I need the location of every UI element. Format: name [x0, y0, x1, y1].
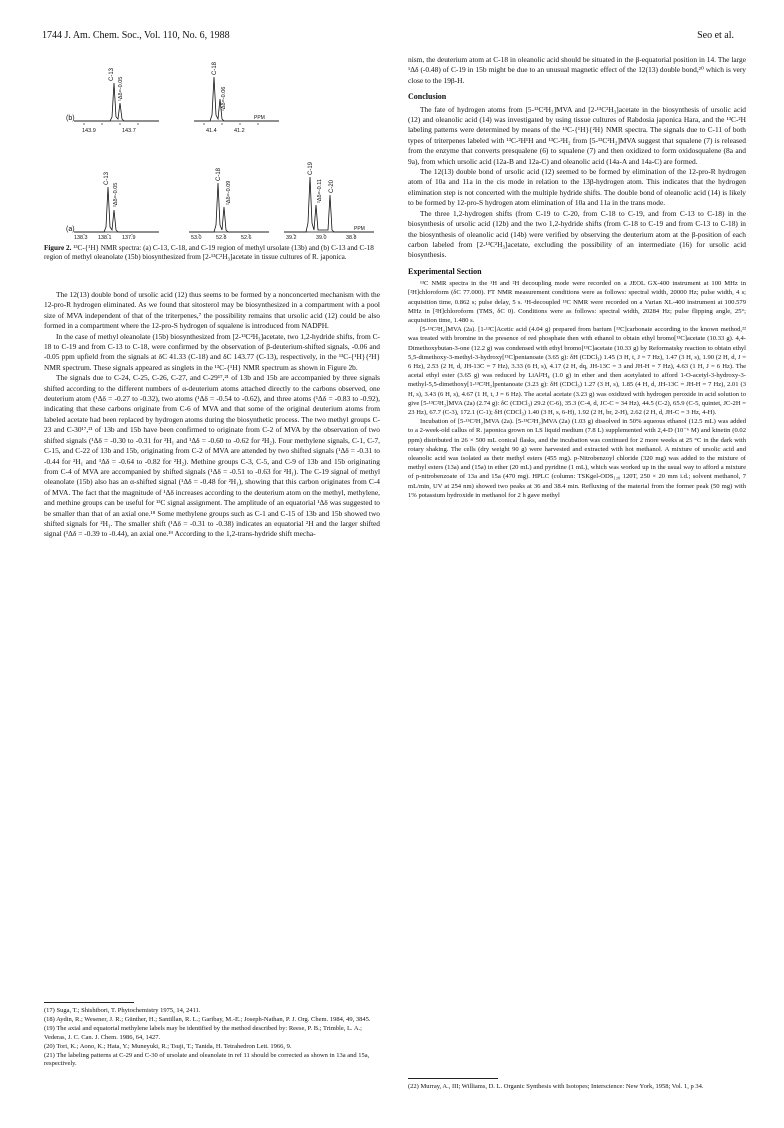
panel-a-label: (a)	[66, 226, 75, 233]
panel-a-ppm: PPM	[354, 226, 365, 232]
body-paragraph: [5-¹³C²H₂]MVA (2a). [1-¹³C]Acetic acid (4.04 g) prepared from barium [¹³C]carbonate according to the known method,²² was treated with bromine in the presence of red phosphate then with ethanol to obtain ethyl bromo[¹³C]acetate (10.33 g). 4,4-Dimethoxybutan-3-one (12.2 g) was condensed with ethyl bromo[¹³C]acetate (10.33 g) by Reformatsky reaction to obtain ethyl 5,5-dimethoxy-3-methyl-3-hydroxy[¹³C]pentanoate (3.65 g): δH (CDCl₃) 1.45 (3 H, t, J = 7 Hz), 1.47 (3 H, s), 1.90 (2 H, d, J = 6 Hz), 2.53 (2 H, d, JH-13C = 7 Hz), 3.33 (6 H, s), 4.17 (2 H, dq, JH-13C = 3 and JH-H = 7 Hz), 4.63 (1 H, J = 6 Hz). The acetal ethyl ester (3.65 g) was reduced by LiAl²H₄ (1.0 g) in ether and then acetylated to afford 1-O-acetyl-3-hydroxy-3-methyl-5,5-dimethoxy[1-¹³C²H₂]pentanoate (3.23 g): δH (CDCl₃) 1.27 (3 H, s), 1.85 (4 H, d, JH-13C = JH-H = 7 Hz), 2.01 (3 H, s), 3.43 (6 H, s), 4.67 (1 H, t, J = 6 Hz). The acetal acetate (3.23 g) was oxidized with hydrogen peroxide in acid solution to give [5-¹³C²H₂]MVA (2a) (2.74 g): δC (CDCl₃) 29.2 (C-6), 35.3 (C-4, d, JC-C = 34 Hz), 44.5 (C-2), 65.9 (C-5, quintet, JC-2H = 23 Hz), 67.7 (C-3), 172.1 (C-1); δH (CDCl₃) 1.40 (3 H, s, 6-H), 1.92 (2 H, br, 2-H), 2.62 (2 H, d, JH-C = 3 Hz, 4-H).	[408, 326, 746, 416]
section-heading-conclusion: Conclusion	[408, 92, 447, 102]
panel-a-tick: 39.0	[316, 235, 327, 241]
body-paragraph: ¹³C NMR spectra in the ¹H and ²H decoupling mode were recorded on a JEOL GX-400 instrument at 100 MHz in [²H]chloroform (δC 77.000). FT NMR measurement conditions were as follows: spectral width, 20000 Hz; pulse width, 4 s; acquisition time, 0.862 s; pulse delay, 5 s. ¹H-decoupled ¹³C NMR were recorded on a Varian XL-400 instrument at 100.579 MHz in [²H]chloroform (TMS, δC 0). Conditions were as follows: spectral width, 20284 Hz; pulse flipping angle, 25°; acquisition time, 1.480 s.	[408, 280, 746, 324]
figure-caption-text: ¹³C-{¹H} NMR spectra: (a) C-13, C-18, and C-19 region of methyl ursolate (13b) and (b) C-13 and C-18 region of methyl oleanolate (15b) biosynthesized from [2-¹³C²H₃]acetate in tissue cultures of R. japonica.	[44, 244, 374, 262]
body-paragraph: The 12(13) double bond of ursolic acid (12) thus seems to be formed by a nonconcerted mechanism with the 12-pro-R hydrogen eliminated. As we found that sitosterol may be biosynthesized in a compartment with a pool size of MVA independent of that of the triterpenes,⁷ the possibility remains that ursolic acid (12) could be also formed in a compartment where the 12-pro-S hydrogen of squalene is introduced from NADPH.	[44, 290, 380, 331]
panel-b-spectrum-2	[194, 77, 279, 121]
section-heading-experimental: Experimental Section	[408, 266, 482, 276]
panel-a-peak4-label: C-20	[329, 179, 335, 193]
panel-a-peak2-label: C-18	[216, 167, 222, 181]
body-paragraph: The 12(13) double bond of ursolic acid (12) seemed to be formed by elimination of the 12-pro-R hydrogen atom of 10a and 11a in the cis mode in relation to the 13β-hydrogen atom. This indicates that the hydrogen elimination step is not concerted with the multiple hydride shifts. The double bond of oleanolic acid (14) is likely to be formed by 12-pro-S hydrogen atom elimination of 10a and 11a in the trans mode.	[408, 167, 746, 208]
running-header-left: 1744 J. Am. Chem. Soc., Vol. 110, No. 6, 1988	[42, 30, 230, 41]
panel-a-peak3-shift: ²Δδ=-0.11	[317, 179, 323, 203]
panel-b-peak2-label: C-18	[212, 61, 218, 75]
panel-b-tick-143-7: 143.7	[122, 128, 136, 134]
left-footnotes	[44, 1007, 380, 1069]
figure-caption	[44, 244, 380, 263]
panel-b-tick-41-2: 41.2	[234, 128, 245, 134]
body-paragraph: In the case of methyl oleanolate (15b) biosynthesized from [2-¹³C²H₃]acetate, two 1,2-hydride shifts, from C-18 to C-19 and from C-13 to C-18, were confirmed by the observation of β-deuterium-shifted signals, -0.06 and -0.05 ppm upfield from the signals at δC 41.33 (C-18) and δC 143.77 (C-13), respectively, in the ¹³C-{¹H}{²H} NMR spectrum. These signals appeared as singlets in the ¹³C-{¹H} NMR spectrum as shown in Figure 2b.	[44, 331, 380, 372]
panel-b-ppm: PPM	[254, 115, 265, 121]
panel-a-tick: 138.3	[74, 235, 88, 241]
panel-b-peak2-shift: ²Δδ=-0.06	[221, 86, 227, 111]
panel-a-peak3-label: C-19	[308, 161, 314, 175]
panel-a-tick: 38.8	[346, 235, 357, 241]
footnote: (21) The labeling patterns at C-29 and C-30 of ursolate and oleanolate in ref 11 should be corrected as shown in 13a and 15a, respectively.	[44, 1051, 370, 1068]
body-paragraph: The signals due to C-24, C-25, C-26, C-27, and C-29¹⁷,²¹ of 13b and 15b are accompanied by three signals shifted according to the different numbers of α-deuterium atoms attached directly to the carbons observed, one deuterium atom (¹Δδ = -0.27 to -0.32), two atoms (¹Δδ = -0.54 to -0.62), and three atoms (¹Δδ = -0.83 to -0.92), indicating that these carbons originate from C-6 of MVA and that some of the original deuterium atoms from labeled acetate had been replaced by hydrogen atoms during the biosynthetic process. The two methyl groups C-23 and C-30¹⁷,²¹ of 13b and 15b have been confirmed to originate from C-2 of MVA by the observation of two shifted signals (¹Δδ = -0.30 to -0.31 for ²H₁ and ¹Δδ = -0.60 to -0.62 for ²H₂). Four methylene signals, C-1, C-7, C-15, and C-22 of 13b and 15b, originating from C-2 of MVA are attended by two shifted signals (¹Δδ = -0.31 to -0.44 for ²H₁ and ¹Δδ = -0.64 to -0.82 for ²H₂). Methine groups C-3, C-5, and C-9 of 13b and 15b originating from C-4 of MVA are accompanied by shifted signals (¹Δδ = -0.51 to -0.63 for ²H₁). The C-19 signal of methyl oleanolate (15b) also has an α-shifted signal (¹Δδ = -0.48 for ²H₁), showing that this carbon originates from C-4 of MVA. The fact that the magnitude of ¹Δδ increases according to the deuterium atom on the methyl, methylene, and methine groups can be useful for ¹³C signal assignment. The amplitude of an equatorial ¹Δδ was suggested to be smaller than that of an axial one.¹⁸ Some methylene groups such as C-1 and C-15 of 13b and 15b showed two shifted signals for ²H₁. The smaller shift (¹Δδ = -0.31 to -0.38) indicates an equatorial ²H and the larger shifted signal (¹Δδ = -0.39 to -0.44), an axial one.¹⁹ According to the 1,2-trans-hydride shift mecha-	[44, 373, 380, 539]
footnote: (18) Aydin, R.; Wesener, J. R.; Günther, H.; Santillan, R. L.; Garibay, M.-E.; Joseph-Nathan, P. J. Org. Chem. 1984, 49, 3845.	[44, 1015, 371, 1023]
panel-a-peak2-shift: ²Δδ=-0.09	[226, 180, 232, 205]
body-paragraph: The three 1,2-hydrogen shifts (from C-19 to C-20, from C-18 to C-19, and from C-13 to C-18) in the biosynthesis of ursolic acid (12b) and the two 1,2-hydride shifts (from C-18 to C-19 and from C-13 to C-18) in the biosynthesis of oleanolic acid (14b) were verified by observing the deuterium atom at the β-position of each carbon labeled from [2-¹³C²H₃]acetate, excluding the possibility of an intermediate (16) for ursolic acid biosynthesis.	[408, 208, 746, 260]
panel-a-tick: 52.8	[216, 235, 227, 241]
body-paragraph: The fate of hydrogen atoms from [5-¹³C²H₂]MVA and [2-¹³C²H₃]acetate in the biosynthesis of ursolic acid (12) and oleanolic acid (14) was investigated by using tissue cultures of Rabdosia japonica Hara, and the ¹³C-²H labeling patterns were determined by means of the ¹³C-{¹H}{²H} NMR spectra. The signals due to C-11 of both types of triterpenes labeled with ¹³C-²H¹H and ¹³C-²H₂ from [5-¹³C²H₂]MVA suggest that squalene (7) is released from the enzyme that converts presqualene (6) to squalene (7) and then oxidized to form oxidosqualene (8a and 9a), from which ursolic acid (12a-B and 12a-C) and oleanolic acid (14a-A and 14a-C) are formed.	[408, 104, 746, 166]
body-paragraph: Incubation of [5-¹³C²H₂]MVA (2a). [5-¹³C²H₂]MVA (2a) (1.03 g) dissolved in 50% aqueous ethanol (12.5 mL) was added to a 2-week-old callus of R. japonica grown on LS liquid medium (7.8 L) supplemented with 2,4-D (10⁻⁶ M) and kinetin (0.02 ppm) distributed in 26 × 500 mL conical flasks, and the incubation was continued for 2 more weeks at 25 °C in the dark with rotary shaking. The cells (dry weight 90 g) were harvested and extracted with hot methanol. A mixture of ursolic acid and oleanolic acid was isolated as their methyl esters (455 mg). p-Nitrobenzoyl chloride (320 mg) was added to the mixture of methyl esters (13a) and (15a) in ether (20 mL) and pyridine (1 mL), which was worked up in the usual way to afford a mixture of p-nitrobenzoate of 13a and 15a (470 mg). HPLC (column: TSKgel-ODS₁₂₀ 120T, 250 × 20 mm i.d.; solvent methanol, 7 mL/min, UV at 254 nm) showed two peaks at 36 and 38.4 min. Refluxing of the material from the former peak (50 mg) with 1% potassium hydroxide in methanol for 2 h gave methyl	[408, 418, 746, 499]
panel-a-peak1-shift: ²Δδ=-0.05	[113, 182, 119, 207]
left-column	[44, 290, 380, 540]
panel-a-tick: 137.9	[122, 235, 136, 241]
panel-a-peak1-label: C-13	[104, 171, 110, 185]
footnote-divider-left	[44, 1002, 134, 1003]
body-paragraph: nism, the deuterium atom at C-18 in oleanolic acid should be situated in the β-equatorial position in 14. The large ¹Δδ (-0.48) of C-19 in 15b might be due to an unusual magnetic effect of the 12(13) double bond,²⁰ which is very close to the 19β-H.	[408, 55, 746, 85]
panel-b-ticks-1	[84, 123, 138, 125]
footnote-divider-right	[408, 1078, 498, 1079]
panel-b-peak1-label: C-13	[109, 67, 115, 81]
running-header-right: Seo et al.	[697, 30, 734, 41]
nmr-spectra-figure	[44, 55, 380, 235]
right-column	[408, 55, 746, 500]
panel-b-ticks-2	[204, 123, 258, 125]
panel-b-spectrum-1	[74, 83, 159, 121]
panel-a-tick: 138.1	[98, 235, 112, 241]
panel-b-peak1-shift: ¹Δδ=-0.05	[118, 76, 124, 101]
footnote: (17) Suga, T.; Shishibori, T. Phytochemistry 1975, 14, 2411.	[44, 1007, 201, 1014]
panel-a-tick: 39.2	[286, 235, 297, 241]
figure-caption-label: Figure 2.	[44, 244, 72, 252]
panel-a-tick: 52.6	[241, 235, 252, 241]
panel-b-label: (b)	[66, 115, 75, 122]
panel-b-tick-41-4: 41.4	[206, 128, 217, 134]
panel-b-tick-143-9: 143.9	[82, 128, 96, 134]
panel-a-tick: 53.0	[191, 235, 202, 241]
footnote: (19) The axial and equatorial methylene labels may be identified by the method described by: Reese, P. B.; Trimble, L. A.; Vederas, J. C. Can. J. Chem. 1986, 64, 1427.	[44, 1024, 362, 1041]
footnote: (20) Tori, K.; Aono, K.; Hata, Y.; Muneyuki, R.; Tsuji, T.; Tanida, H. Tetrahedron Lett. 1966, 9.	[44, 1042, 292, 1050]
right-footnote: (22) Murray, A., III; Williams, D. L. Organic Synthesis with Isotopes; Interscience: New York, 1958; Vol. 1, p 34.	[408, 1083, 704, 1090]
